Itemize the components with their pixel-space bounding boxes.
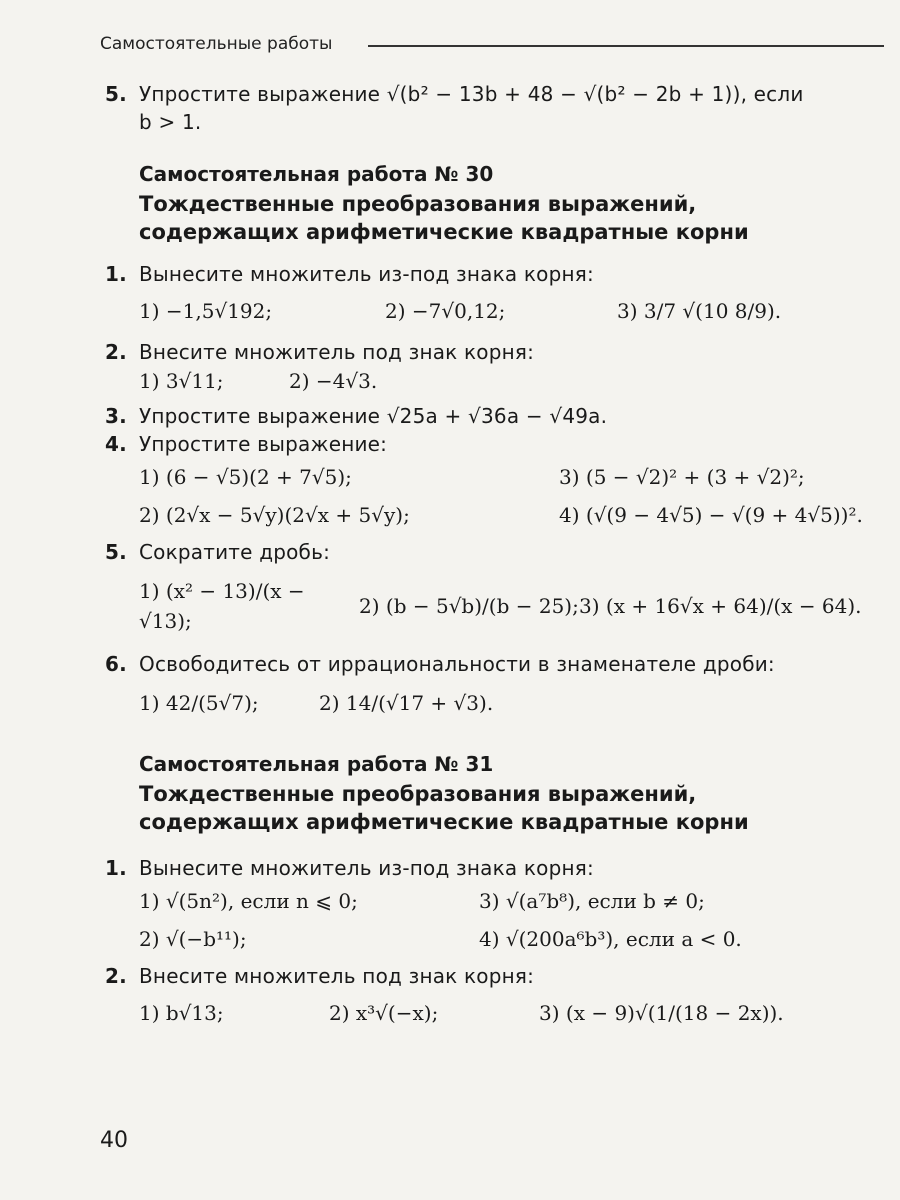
- header-rule: [368, 45, 884, 47]
- w30-t1-item-3: 3) 3/7 √(10 8/9).: [617, 299, 782, 323]
- task-text: Упростите выражение:: [139, 432, 388, 456]
- w31-t1-item-1: 1) √(5n²), если n ⩽ 0;: [139, 889, 358, 913]
- w30-t2-item-1: 1) 3√11;: [139, 369, 224, 393]
- task-text: Внесите множитель под знак корня:: [139, 340, 535, 364]
- task-text: Внесите множитель под знак корня:: [139, 964, 535, 988]
- w30-task-1: [105, 260, 885, 288]
- work31-subtitle-line1: Тождественные преобразования выражений,: [139, 782, 697, 806]
- w30-t1-item-1: 1) −1,5√192;: [139, 299, 273, 323]
- header-title: Самостоятельные работы: [100, 34, 333, 54]
- task-number: 3.: [105, 404, 127, 428]
- task-number: 4.: [105, 432, 127, 456]
- w30-task-2: [105, 338, 885, 366]
- task-number: 2.: [105, 340, 127, 364]
- task-number: 1.: [105, 262, 127, 286]
- w31-t2-item-2: 2) x³√(−x);: [329, 1001, 439, 1025]
- w30-t5-item-3: 3) (x + 16√x + 64)/(x − 64).: [579, 594, 862, 618]
- task-text: Сократите дробь:: [139, 540, 331, 564]
- w30-t4-item-3: 3) (5 − √2)² + (3 + √2)²;: [559, 465, 805, 489]
- w31-t1-item-2: 2) √(−b¹¹);: [139, 927, 247, 951]
- work30-subtitle-line2: содержащих арифметические квадратные корни: [139, 220, 749, 244]
- top-task: [105, 80, 885, 136]
- task-text: Освободитесь от иррациональности в знаменателе дроби:: [139, 652, 775, 676]
- w30-task-3: [105, 402, 885, 430]
- task-number: 6.: [105, 652, 127, 676]
- w31-t1-item-3: 3) √(a⁷b⁸), если b ≠ 0;: [479, 889, 705, 913]
- w31-task-1-items: [139, 882, 885, 958]
- w30-task-5-items: [139, 576, 885, 636]
- work31-subtitle-line2: содержащих арифметические квадратные корни: [139, 810, 749, 834]
- task-number: 5.: [105, 82, 127, 106]
- task-text: Вынесите множитель из-под знака корня:: [139, 856, 594, 880]
- page-content: [105, 80, 885, 1028]
- task-text: Упростите выражение √25a + √36a − √49a.: [139, 404, 608, 428]
- w30-task-6-items: [139, 688, 885, 718]
- w30-t6-item-1: 1) 42/(5√7);: [139, 691, 259, 715]
- task-text: Вынесите множитель из-под знака корня:: [139, 262, 594, 286]
- page-header: [100, 34, 890, 58]
- w30-t1-item-2: 2) −7√0,12;: [385, 299, 506, 323]
- page-number: 40: [100, 1128, 128, 1153]
- w31-t2-item-3: 3) (x − 9)√(1/(18 − 2x)).: [539, 1001, 784, 1025]
- w30-task-4-items: [139, 458, 885, 534]
- work30-subtitle-line1: Тождественные преобразования выражений,: [139, 192, 697, 216]
- w30-t6-item-2: 2) 14/(√17 + √3).: [319, 691, 494, 715]
- w30-t5-item-1: 1) (x² − 13)/(x − √13);: [139, 579, 305, 633]
- task-number: 2.: [105, 964, 127, 988]
- w31-task-1: [105, 854, 885, 882]
- w31-task-2: [105, 962, 885, 990]
- task-number: 1.: [105, 856, 127, 880]
- w30-task-2-items: [139, 366, 885, 396]
- task-text: [139, 80, 885, 136]
- w30-t4-item-1: 1) (6 − √5)(2 + 7√5);: [139, 465, 352, 489]
- task-text-line1: Упростите выражение √(b² − 13b + 48 − √(b² − 2b + 1)), если: [139, 82, 804, 106]
- w31-task-2-items: [139, 998, 885, 1028]
- w30-task-1-items: [139, 296, 885, 326]
- w30-t5-item-2: 2) (b − 5√b)/(b − 25);: [359, 594, 579, 618]
- work31-title: Самостоятельная работа № 31: [139, 752, 494, 776]
- w30-t4-item-4: 4) (√(9 − 4√5) − √(9 + 4√5))².: [559, 503, 863, 527]
- w31-t1-item-4: 4) √(200a⁶b³), если a < 0.: [479, 927, 742, 951]
- task-text-line2: b > 1.: [139, 110, 202, 134]
- w30-task-5: [105, 538, 885, 566]
- w30-task-6: [105, 650, 885, 678]
- w30-task-4: [105, 430, 885, 458]
- work30-title: Самостоятельная работа № 30: [139, 162, 494, 186]
- w30-t2-item-2: 2) −4√3.: [289, 369, 378, 393]
- w31-t2-item-1: 1) b√13;: [139, 1001, 224, 1025]
- task-number: 5.: [105, 540, 127, 564]
- w30-t4-item-2: 2) (2√x − 5√y)(2√x + 5√y);: [139, 503, 410, 527]
